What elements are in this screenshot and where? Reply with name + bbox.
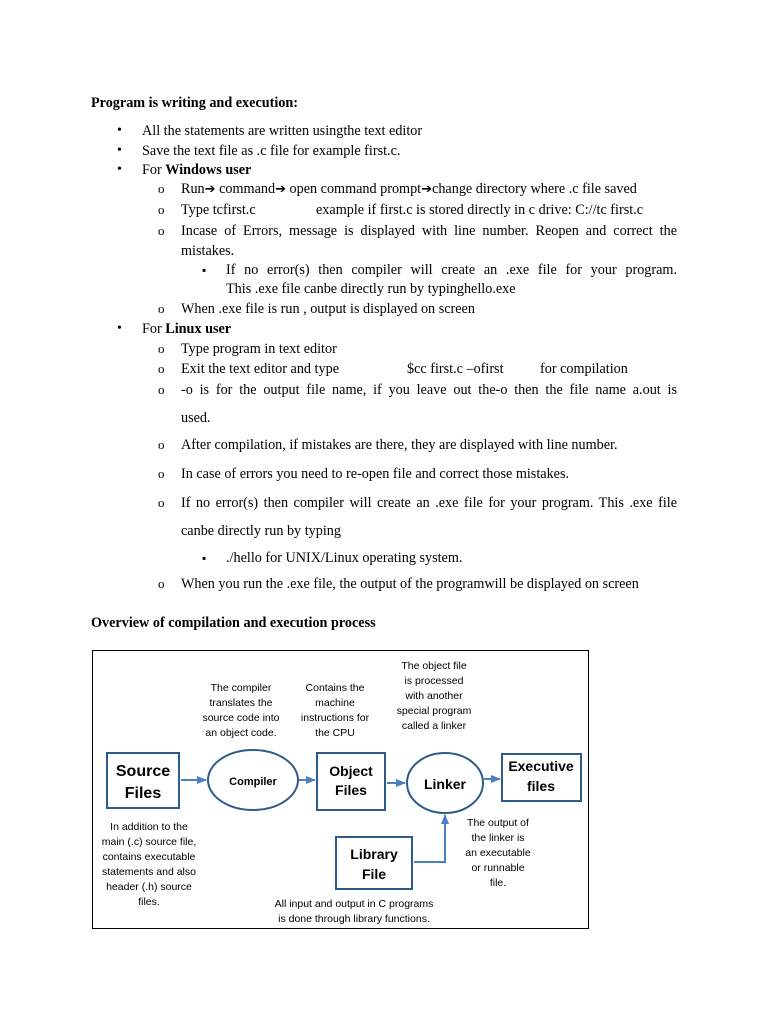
- list-item: o If no error(s) then compiler will create an .exe file for your program. This .exe file: [181, 494, 677, 512]
- note-source: files.: [138, 896, 160, 908]
- arrow-right-icon: ➔: [421, 182, 433, 197]
- text: canbe directly run by typing: [181, 523, 341, 539]
- arrow-right-icon: ➔: [204, 182, 216, 197]
- note-linker: special program: [396, 705, 472, 717]
- section-heading-overview: Overview of compilation and execution process: [91, 615, 376, 631]
- note-library: is done through library functions.: [278, 913, 430, 925]
- note-source: main (.c) source file,: [101, 836, 197, 848]
- text: For: [142, 162, 166, 178]
- library-file-label: Library: [350, 846, 398, 862]
- text: example if first.c is stored directly in c drive: C://tc first.c: [316, 202, 644, 218]
- text: for compilation: [540, 361, 628, 377]
- linker-label: Linker: [423, 776, 467, 792]
- note-compiler: an object code.: [205, 727, 277, 739]
- list-item: o Incase of Errors, message is displayed with line number. Reopen and correct the: [181, 222, 677, 240]
- compiler-label: Compiler: [229, 776, 277, 788]
- text: command: [215, 181, 276, 197]
- object-files-label: Object: [329, 763, 373, 779]
- note-output: an executable: [465, 847, 531, 859]
- list-item: o In case of errors you need to re-open file and correct those mistakes.: [181, 465, 569, 483]
- list-item: ▪ If no error(s) then compiler will create an .exe file for your program.: [226, 261, 677, 279]
- text: change directory where .c file saved: [432, 181, 637, 197]
- note-output: file.: [489, 877, 507, 889]
- linux-user-label: Linux user: [165, 321, 232, 337]
- source-files-label: Source: [115, 763, 171, 780]
- note-linker: is processed: [404, 675, 464, 687]
- diagram-svg: [93, 651, 588, 928]
- note-source: In addition to the: [110, 821, 188, 833]
- command-text: $cc first.c –ofirst: [407, 361, 504, 377]
- list-item: o When you run the .exe file, the output of the programwill be displayed on screen: [181, 575, 639, 593]
- source-files-label: Files: [124, 785, 162, 802]
- executive-files-label: Executive: [508, 758, 574, 774]
- note-object: instructions for: [300, 712, 370, 724]
- note-object: Contains the: [305, 682, 365, 694]
- text: This .exe file canbe directly run by typinghello.exe: [226, 281, 516, 297]
- arrow-right-icon: ➔: [275, 182, 286, 197]
- list-item: • All the statements are written usingthe text editor: [142, 122, 422, 140]
- list-item: • Save the text file as .c file for example first.c.: [142, 142, 400, 160]
- list-item: o After compilation, if mistakes are there, they are displayed with line number.: [181, 436, 618, 454]
- note-linker: called a linker: [401, 720, 467, 732]
- note-compiler: The compiler: [210, 682, 272, 694]
- note-object: the CPU: [315, 727, 355, 739]
- text: Run: [181, 181, 205, 197]
- note-source: contains executable: [102, 851, 196, 863]
- note-source: statements and also: [102, 866, 196, 878]
- text: mistakes.: [181, 243, 235, 259]
- note-library: All input and output in C programs: [274, 898, 434, 910]
- windows-user-label: Windows user: [165, 162, 252, 178]
- list-item: [181, 180, 637, 199]
- note-output: or runnable: [471, 862, 525, 874]
- note-object: machine: [315, 697, 355, 709]
- text: used.: [181, 410, 211, 426]
- note-output: the linker is: [471, 832, 525, 844]
- list-item-linux: [142, 320, 231, 338]
- library-file-label: File: [361, 866, 387, 882]
- list-item: o Type tcfirst.c: [181, 201, 256, 219]
- note-output: The output of: [467, 817, 529, 829]
- note-linker: with another: [405, 690, 463, 702]
- text: For: [142, 321, 166, 337]
- arrow-up-icon: [414, 815, 445, 862]
- compilation-diagram: [92, 650, 589, 929]
- object-files-label: Files: [335, 782, 367, 798]
- section-heading-program: Program is writing and execution:: [91, 95, 299, 111]
- note-linker: The object file: [401, 660, 467, 672]
- list-item: o -o is for the output file name, if you leave out the-o then the file name a.out is: [181, 381, 677, 399]
- executive-files-label: files: [526, 778, 556, 794]
- note-compiler: translates the: [209, 697, 273, 709]
- list-item: ▪ ./hello for UNIX/Linux operating system.: [226, 549, 462, 567]
- list-item: o Type program in text editor: [181, 340, 337, 358]
- list-item: o Exit the text editor and type: [181, 360, 339, 378]
- note-source: header (.h) source: [106, 881, 192, 893]
- text: open command prompt: [285, 181, 422, 197]
- list-item: o When .exe file is run , output is displayed on screen: [181, 300, 475, 318]
- note-compiler: source code into: [202, 712, 280, 724]
- list-item-windows: [142, 161, 251, 179]
